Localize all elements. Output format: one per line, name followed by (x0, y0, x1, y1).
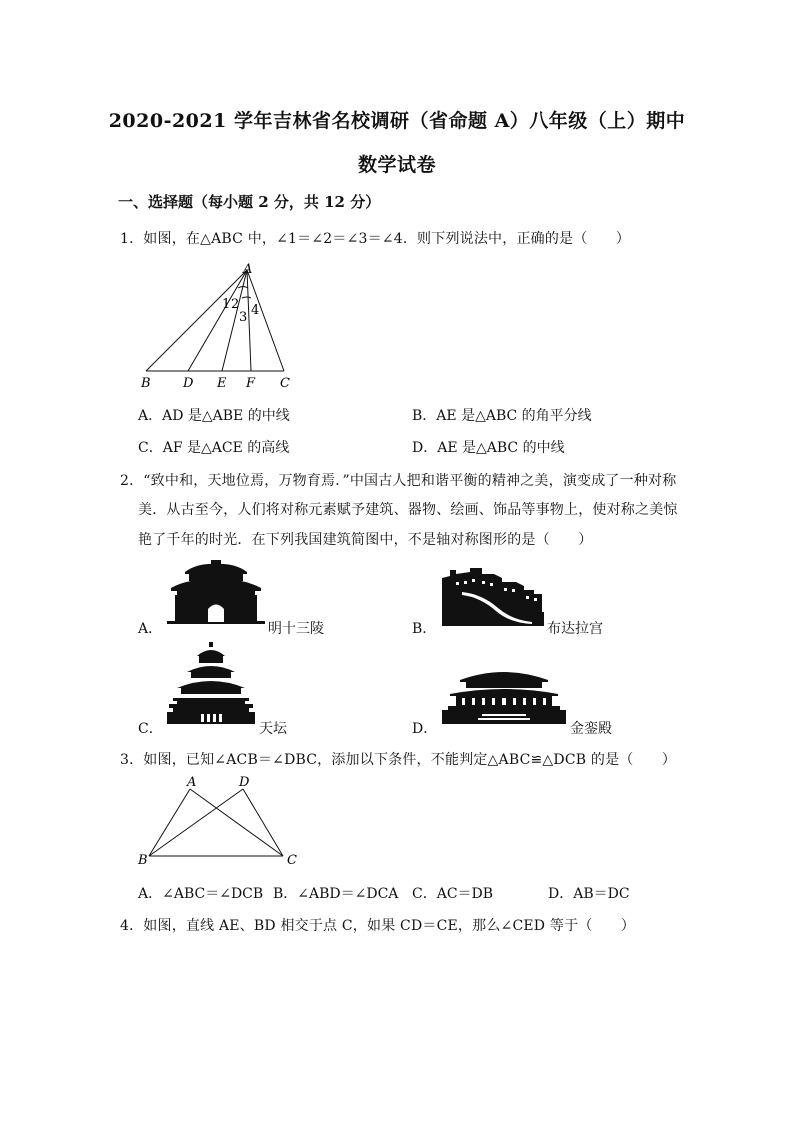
question-3-stem: 3．如图，已知∠ACB＝∠DBC，添加以下条件，不能判定△ABC≌△DCB 的是（ ） (120, 752, 677, 768)
question-3-option-d[interactable]: D．AB＝DC (548, 886, 630, 902)
question-2-option-d-letter[interactable]: D． (412, 721, 438, 737)
question-2-option-d-caption: 金銮殿 (570, 721, 612, 737)
question-3-option-a[interactable]: A．∠ABC＝∠DCB (138, 886, 264, 902)
potala-palace-icon (442, 568, 544, 626)
question-2-option-c-letter[interactable]: C． (138, 721, 163, 737)
question-1-option-b[interactable]: B．AE 是△ABC 的角平分线 (412, 408, 592, 424)
q1-label-f: F (246, 376, 256, 391)
ming-tombs-icon (167, 560, 265, 624)
q3-label-c: C (287, 853, 297, 868)
page-title: 2020-2021 学年吉林省名校调研（省命题 A）八年级（上）期中 (108, 110, 686, 132)
q1-label-d: D (183, 376, 194, 391)
section-heading: 一、选择题（每小题 2 分，共 12 分） (118, 193, 381, 211)
question-3-triangles-figure (132, 772, 312, 872)
golden-palace-icon (442, 670, 566, 724)
question-4-stem: 4．如图，直线 AE、BD 相交于点 C，如果 CD＝CE，那么∠CED 等于（ ） (120, 918, 636, 934)
question-3-option-c[interactable]: C．AC＝DB (412, 886, 494, 902)
page-subtitle: 数学试卷 (357, 154, 436, 176)
q1-label-a: A (243, 262, 253, 277)
question-2-option-a-caption: 明十三陵 (268, 621, 324, 637)
question-2-stem-line-2: 美．从古至今，人们将对称元素赋予建筑、器物、绘画、饰品等事物上，使对称之美惊 (138, 502, 678, 518)
question-2-option-b-caption: 布达拉宫 (547, 621, 603, 637)
q1-label-e: E (217, 376, 227, 391)
question-1-stem: 1．如图，在△ABC 中，∠1＝∠2＝∠3＝∠4．则下列说法中，正确的是（ ） (120, 231, 631, 247)
question-1-triangle-figure (130, 258, 300, 393)
q1-label-c: C (280, 376, 290, 391)
question-1-option-c[interactable]: C．AF 是△ACE 的高线 (138, 440, 290, 456)
q3-label-b: B (138, 853, 148, 868)
q1-label-1: 1 (222, 297, 231, 312)
question-2-stem-line-3: 艳了千年的时光．在下列我国建筑简图中，不是轴对称图形的是（ ） (138, 532, 593, 548)
q1-label-b: B (141, 376, 151, 391)
q1-label-4: 4 (251, 303, 260, 318)
q3-label-d: D (239, 775, 250, 790)
question-2-stem-line-1: 2．“致中和，天地位焉，万物育焉．”中国古人把和谐平衡的精神之美，演变成了一种对称 (120, 473, 677, 489)
q1-label-2: 2 (231, 297, 240, 312)
question-3-option-b[interactable]: B．∠ABD＝∠DCA (273, 886, 399, 902)
question-1-option-d[interactable]: D．AE 是△ABC 的中线 (412, 440, 565, 456)
temple-of-heaven-icon (167, 642, 255, 724)
q3-label-a: A (187, 775, 197, 790)
question-2-option-a-letter[interactable]: A． (138, 621, 163, 637)
question-2-option-c-caption: 天坛 (259, 721, 287, 737)
question-2-option-b-letter[interactable]: B． (412, 621, 437, 637)
question-1-option-a[interactable]: A．AD 是△ABE 的中线 (138, 408, 290, 424)
q1-label-3: 3 (239, 310, 248, 325)
